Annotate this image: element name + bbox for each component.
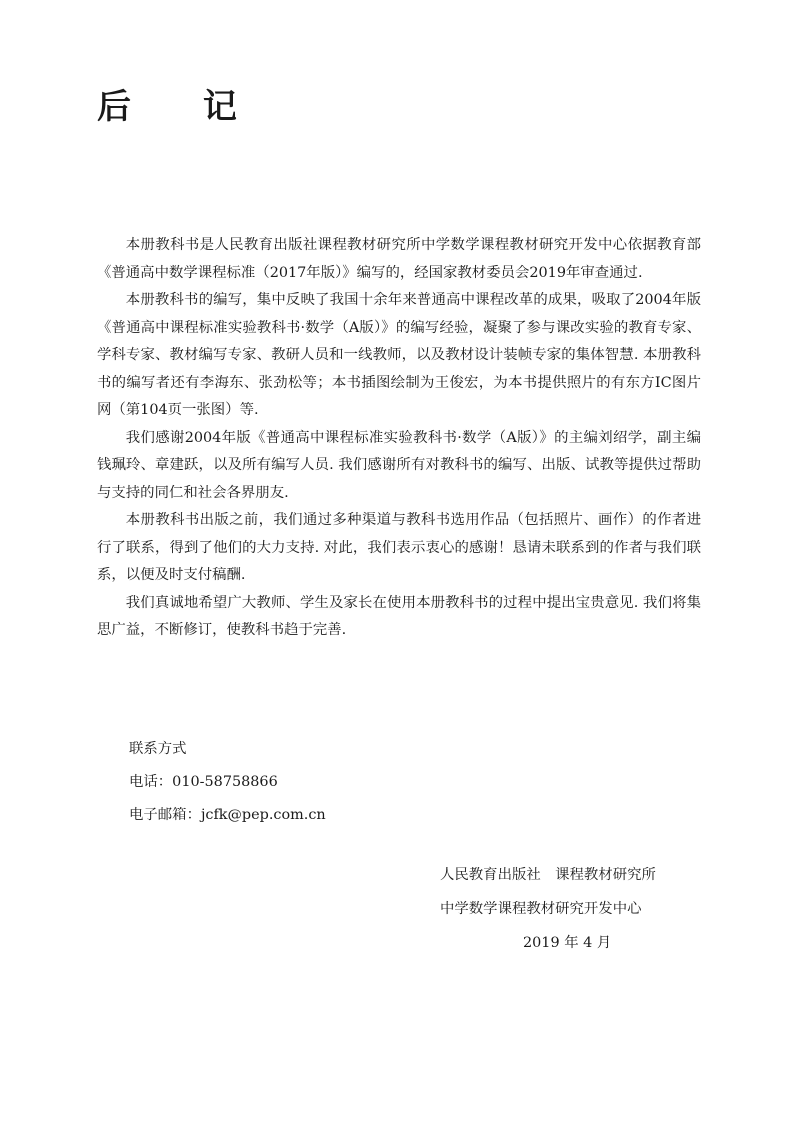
signature-date: 2019 年 4 月 [523, 935, 612, 951]
paragraph: 本册教科书的编写，集中反映了我国十余年来普通高中课程改革的成果，吸取了2004年版《普通高中课程标准实验教科书·数学（A版）》的编写经验，凝聚了参与课改实验的教育专家、学科专家、教材编写专家、教研人员和一线教师，以及教材设计装帧专家的集体智慧. 本册教科书的编写者还有李海东、张劲松等；本书插图绘制为王俊宏，为本书提供照片的有东方IC图片网（第104页一张图）等. [97, 292, 701, 418]
paragraph: 本册教科书是人民教育出版社课程教材研究所中学数学课程教材研究开发中心依据教育部《普通高中数学课程标准（2017年版）》编写的，经国家教材委员会2019年审查通过. [97, 237, 701, 281]
paragraph: 本册教科书出版之前，我们通过多种渠道与教科书选用作品（包括照片、画作）的作者进行了联系，得到了他们的大力支持. 对此，我们表示衷心的感谢！恳请未联系到的作者与我们联系，以便及时支付稿酬. [97, 512, 701, 583]
signature-block [440, 858, 690, 960]
contact-phone: 电话：010-58758866 [129, 774, 278, 790]
contact-email: 电子邮箱：jcfk@pep.com.cn [129, 807, 326, 823]
contact-heading: 联系方式 [129, 741, 187, 757]
paragraph: 我们感谢2004年版《普通高中课程标准实验教科书·数学（A版）》的主编刘绍学，副主编钱珮玲、章建跃，以及所有编写人员. 我们感谢所有对教科书的编写、出版、试教等提供过帮助与支持的同仁和社会各界朋友. [97, 429, 701, 501]
signature-center: 中学数学课程教材研究开发中心 [440, 901, 642, 917]
contact-info [129, 733, 326, 832]
signature-publisher: 人民教育出版社 课程教材研究所 [440, 867, 656, 883]
paragraph: 我们真诚地希望广大教师、学生及家长在使用本册教科书的过程中提出宝贵意见. 我们将集思广益，不断修订，使教科书趋于完善. [97, 594, 701, 638]
page-title: 后 记 [97, 87, 267, 127]
afterword-body [97, 232, 701, 645]
